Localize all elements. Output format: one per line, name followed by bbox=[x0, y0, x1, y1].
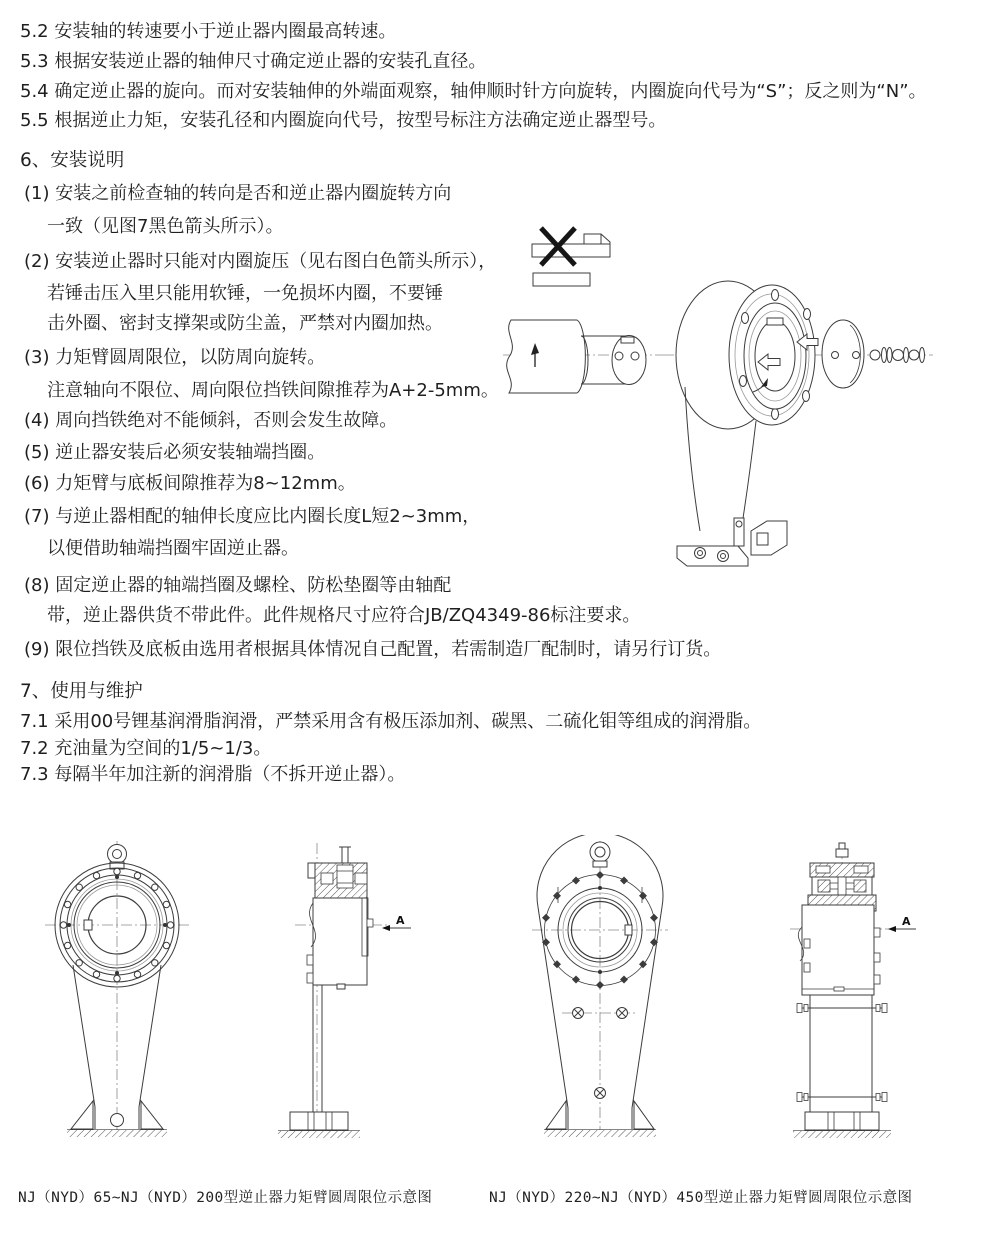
figure-left bbox=[25, 835, 445, 1170]
ground-hatch bbox=[67, 1130, 167, 1137]
fig2-front-view bbox=[532, 835, 668, 1137]
install-note-3: (3) 力矩臂圆周限位，以防周向旋转。 bbox=[24, 347, 326, 368]
backstop-drawing bbox=[663, 281, 933, 566]
fig1-side-view bbox=[278, 843, 411, 1138]
soft-bar-icon bbox=[533, 273, 590, 286]
ground-hatch bbox=[278, 1131, 360, 1138]
svg-text:A: A bbox=[396, 914, 405, 927]
note-5-4: 5.4 确定逆止器的旋向。而对安装轴伸的外端面观察，轴伸顺时针方向旋转，内圈旋向代号为“S”；反之则为“N”。 bbox=[20, 81, 927, 102]
mount-base-drawing bbox=[677, 518, 787, 566]
svg-text:A: A bbox=[902, 915, 911, 928]
fasteners-drawing bbox=[870, 348, 925, 363]
dimension-a-label bbox=[888, 915, 916, 932]
install-note-1-cont: 一致（见图7黑色箭头所示）。 bbox=[47, 216, 284, 237]
dimension-a-label bbox=[382, 914, 411, 931]
install-note-1: (1) 安装之前检查轴的转向是否和逆止器内圈旋转方向 bbox=[24, 183, 452, 204]
install-note-2: (2) 安装逆止器时只能对内圈旋压（见右图白色箭头所示）， bbox=[24, 251, 497, 272]
install-illustration bbox=[495, 215, 995, 595]
install-note-2-cont1: 若锤击压入里只能用软锤，一免损坏内圈，不要锤 bbox=[47, 283, 443, 304]
section7-heading: 7、使用与维护 bbox=[20, 681, 143, 702]
install-note-6: (6) 力矩臂与底板间隙推荐为8~12mm。 bbox=[24, 473, 356, 494]
install-note-2-cont2: 击外圈、密封支撑架或防尘盖，严禁对内圈加热。 bbox=[47, 313, 443, 334]
note-7-1: 7.1 采用00号锂基润滑脂润滑，严禁采用含有极压添加剂、碳黑、二硫化钼等组成的润滑脂。 bbox=[20, 711, 762, 732]
install-note-3-cont: 注意轴向不限位、周向限位挡铁间隙推荐为A+2-5mm。 bbox=[47, 380, 499, 401]
ground-hatch bbox=[544, 1130, 656, 1137]
figure-right-caption: NJ（NYD）220~NJ（NYD）450型逆止器力矩臂圆周限位示意图 bbox=[489, 1190, 913, 1206]
fig1-front-view bbox=[45, 841, 189, 1137]
install-note-4: (4) 周向挡铁绝对不能倾斜，否则会发生故障。 bbox=[24, 410, 398, 431]
no-hammer-icon bbox=[532, 228, 610, 265]
figure-right bbox=[510, 835, 970, 1170]
note-7-3: 7.3 每隔半年加注新的润滑脂（不拆开逆止器）。 bbox=[20, 764, 406, 785]
install-note-8: (8) 固定逆止器的轴端挡圈及螺栓、防松垫圈等由轴配 bbox=[24, 575, 452, 596]
figure-left-caption: NJ（NYD）65~NJ（NYD）200型逆止器力矩臂圆周限位示意图 bbox=[18, 1190, 433, 1206]
note-5-3: 5.3 根据安装逆止器的轴伸尺寸确定逆止器的安装孔直径。 bbox=[20, 51, 487, 72]
section6-heading: 6、安装说明 bbox=[20, 150, 125, 171]
eyebolt-icon bbox=[108, 845, 127, 870]
install-note-5: (5) 逆止器安装后必须安装轴端挡圈。 bbox=[24, 442, 326, 463]
install-note-7-cont: 以便借助轴端挡圈牢固逆止器。 bbox=[47, 538, 299, 559]
shaft-drawing bbox=[503, 320, 663, 393]
ground-hatch bbox=[793, 1131, 891, 1138]
note-5-5: 5.5 根据逆止力矩，安装孔径和内圈旋向代号，按型号标注方法确定逆止器型号。 bbox=[20, 110, 667, 131]
install-note-8-cont: 带，逆止器供货不带此件。此件规格尺寸应符合JB/ZQ4349-86标注要求。 bbox=[47, 605, 641, 626]
fig2-side-view bbox=[790, 843, 916, 1138]
end-cap-drawing bbox=[822, 320, 864, 388]
eyebolt-icon bbox=[590, 842, 610, 867]
note-5-2: 5.2 安装轴的转速要小于逆止器内圈最高转速。 bbox=[20, 21, 397, 42]
note-7-2: 7.2 充油量为空间的1/5~1/3。 bbox=[20, 738, 272, 759]
install-note-7: (7) 与逆止器相配的轴伸长度应比内圈长度L短2~3mm， bbox=[24, 506, 481, 527]
install-note-9: (9) 限位挡铁及底板由选用者根据具体情况自己配置，若需制造厂配制时，请另行订货。 bbox=[24, 639, 722, 660]
